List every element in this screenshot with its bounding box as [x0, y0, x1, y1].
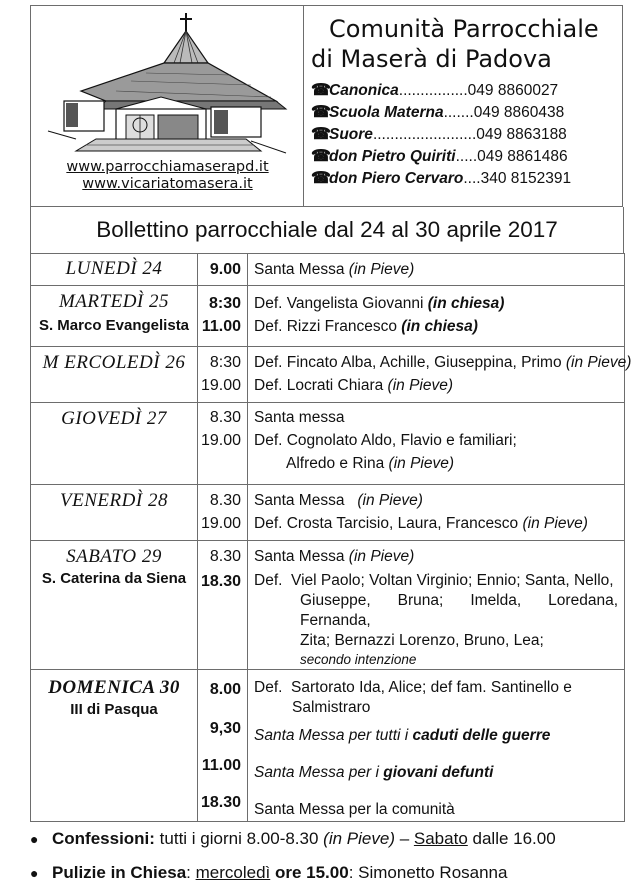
intention-note: secondo intenzione [300, 652, 417, 667]
mass-time: 8.00 [209, 681, 241, 698]
note-fragment: : [186, 863, 196, 882]
mass-intention-block [248, 568, 624, 669]
desc-cell [248, 347, 632, 403]
day-name: SABATO 29 [66, 546, 162, 567]
intention-emphasis: caduti delle guerre [412, 727, 551, 744]
contact-number[interactable]: 049 8860027 [467, 82, 559, 99]
mass-intention: Def. Cognolato Aldo, Flavio e familiari; [254, 432, 517, 449]
intention-text: Def. Fincato Alba, Achille, Giuseppina, Primo [254, 354, 566, 371]
org-name-line1: Comunità Parrocchiale [329, 15, 599, 43]
note-fragment: mercoledì [195, 863, 271, 882]
intention-line: Def. Viel Paolo; Voltan Virginio; Ennio; Santa, Nello, [254, 572, 614, 589]
time-cell [198, 403, 248, 485]
day-name: LUNEDÌ 24 [65, 258, 163, 279]
schedule-row-venerdi [31, 485, 625, 541]
day-cell [31, 347, 198, 403]
intention-line: Giuseppe, Bruna; Imelda, Loredana, Fernanda, [300, 592, 618, 629]
time-cell [198, 485, 248, 541]
notes-list [30, 828, 630, 896]
intention-text: Def. Locrati Chiara [254, 377, 388, 394]
mass-time: 9,30 [209, 720, 241, 737]
intention-text: Santa Messa per tutti i [254, 727, 413, 744]
contact-name: don Piero Cervaro [329, 170, 464, 187]
contact-suore [311, 124, 621, 146]
contact-number[interactable]: 049 8861486 [477, 148, 568, 165]
vicariate-website-link[interactable]: www.vicariatomasera.it [82, 176, 253, 192]
intention-text: Santa Messa [254, 492, 358, 509]
time-cell [198, 286, 248, 347]
schedule-row-martedi [31, 286, 625, 347]
schedule-row-sabato [31, 541, 625, 670]
location-note: (in Pieve) [388, 455, 454, 472]
day-name: VENERDÌ 28 [60, 490, 168, 511]
day-name: MARTEDÌ 25 [58, 291, 169, 312]
contact-name: Suore [329, 126, 373, 143]
intention-text: Santa Messa [254, 548, 349, 565]
contact-dots: ..... [455, 148, 478, 165]
day-cell [31, 286, 198, 347]
day-cell [31, 403, 198, 485]
desc-cell [248, 485, 625, 541]
time-cell [198, 541, 248, 670]
note-text [52, 828, 556, 850]
intention-text: Def. Rizzi Francesco [254, 318, 402, 335]
org-name-line2: di Maserà di Padova [311, 45, 552, 73]
note-fragment: Sabato [413, 829, 468, 848]
intention-text: Alfredo e Rina [286, 455, 389, 472]
mass-intention [248, 512, 624, 535]
schedule-row-domenica [31, 670, 625, 822]
day-cell [31, 254, 198, 286]
location-note: (in Pieve) [348, 548, 415, 565]
location-note: (in Pieve) [565, 354, 632, 371]
mass-intention [248, 761, 624, 784]
mass-intention [248, 258, 624, 281]
bulletin-title: Bollettino parrocchiale dal 24 al 30 aprile 2017 [30, 207, 624, 254]
note-fragment: – [394, 829, 414, 848]
header-box [30, 5, 623, 207]
contact-name: Canonica [329, 82, 399, 99]
location-note: (in Pieve) [387, 377, 453, 394]
feast-label: S. Caterina da Siena [41, 570, 187, 587]
mass-time: 19.00 [200, 377, 241, 394]
intention-text: Def. Crosta Tarcisio, Laura, Francesco [254, 515, 523, 532]
note-confessioni [30, 828, 630, 850]
schedule-row-mercoledi [31, 347, 625, 403]
parish-website-link[interactable]: www.parrocchiamaserapd.it [66, 159, 269, 175]
mass-time: 8.30 [209, 548, 241, 565]
mass-time: 19.00 [200, 432, 241, 449]
location-note: (in chiesa) [401, 318, 478, 335]
phone-icon: ☎ [311, 170, 331, 187]
mass-intention-continued: Salmistraro [292, 699, 371, 716]
mass-time: 8.30 [209, 409, 241, 426]
feast-label: S. Marco Evangelista [38, 317, 190, 334]
note-fragment: ore 15.00 [270, 863, 349, 882]
schedule-row-giovedi [31, 403, 625, 485]
note-pulizie [30, 862, 630, 884]
contact-canonica [311, 80, 621, 102]
location-note: (in Pieve) [357, 492, 423, 509]
contact-name: Scuola Materna [329, 104, 444, 121]
day-name: DOMENICA 30 [48, 677, 180, 698]
website-links [31, 159, 304, 193]
day-cell [31, 541, 198, 670]
mass-intention [248, 351, 632, 374]
mass-time: 9.00 [209, 261, 241, 278]
note-fragment: dalle 16.00 [467, 829, 556, 848]
time-cell [198, 254, 248, 286]
schedule-row-lunedi [31, 254, 625, 286]
bullet-icon: ● [30, 831, 39, 847]
time-cell [198, 347, 248, 403]
contact-dots: .... [463, 170, 481, 187]
contacts-list [311, 80, 621, 190]
location-note: (in chiesa) [427, 295, 505, 312]
phone-icon: ☎ [311, 126, 331, 143]
note-label: Confessioni: [52, 829, 155, 848]
time-cell [198, 670, 248, 822]
phone-icon: ☎ [311, 148, 331, 165]
mass-time: 8:30 [209, 354, 241, 371]
bullet-icon: ● [30, 865, 39, 881]
mass-intention [248, 489, 624, 512]
desc-cell [248, 670, 625, 822]
mass-intention-continued [248, 452, 624, 475]
contact-number[interactable]: 049 8863188 [476, 126, 567, 143]
location-note: (in Pieve) [348, 261, 415, 278]
location-note: (in Pieve) [522, 515, 588, 532]
contact-name: don Pietro Quiriti [329, 148, 456, 165]
desc-cell [248, 403, 625, 485]
mass-time: 18.30 [200, 794, 241, 811]
mass-time: 8:30 [208, 295, 241, 312]
day-cell [31, 670, 198, 822]
mass-intention: Santa Messa per la comunità [254, 801, 455, 818]
contact-number[interactable]: 340 8152391 [480, 170, 572, 187]
mass-intention [248, 545, 624, 568]
contact-dots: ................ [398, 82, 468, 99]
day-name: M ERCOLEDÌ 26 [42, 352, 186, 373]
day-name: GIOVEDÌ 27 [61, 408, 167, 429]
mass-intention: Def. Sartorato Ida, Alice; def fam. Santinello e [254, 679, 572, 696]
contact-don-pietro [311, 146, 621, 168]
mass-intention [248, 374, 624, 397]
church-illustration-icon [46, 11, 291, 154]
phone-icon: ☎ [311, 104, 331, 121]
day-cell [31, 485, 198, 541]
note-fragment: : Simonetto Rosanna [348, 863, 508, 882]
phone-icon: ☎ [311, 82, 331, 99]
mass-time: 8.30 [209, 492, 241, 509]
header-left [31, 6, 304, 206]
contact-dots: ........................ [372, 126, 477, 143]
mass-time: 11.00 [201, 757, 241, 774]
mass-time: 18.30 [200, 573, 241, 590]
desc-cell [248, 286, 625, 347]
intention-text: Santa Messa [254, 261, 349, 278]
desc-cell [248, 254, 625, 286]
note-fragment: tutti i giorni 8.00-8.30 [154, 829, 324, 848]
header-right [311, 6, 621, 206]
note-fragment: (in Pieve) [323, 829, 395, 848]
mass-time: 19.00 [200, 515, 241, 532]
contact-don-piero [311, 168, 621, 190]
intention-line: Zita; Bernazzi Lorenzo, Bruno, Lea; [300, 632, 544, 649]
contact-scuola-materna [311, 102, 621, 124]
contact-dots: ....... [443, 104, 474, 121]
intention-text: Def. Vangelista Giovanni [254, 295, 428, 312]
intention-emphasis: giovani defunti [383, 764, 494, 781]
mass-intention: Santa messa [254, 409, 345, 426]
intention-text: Santa Messa per i [254, 764, 384, 781]
contact-number[interactable]: 049 8860438 [473, 104, 565, 121]
feast-label: III di Pasqua [70, 701, 158, 718]
mass-time: 11.00 [201, 318, 241, 335]
org-name [311, 14, 621, 74]
note-text [52, 862, 507, 884]
mass-intention [248, 724, 624, 747]
mass-intention [248, 315, 624, 338]
note-label: Pulizie in Chiesa [52, 863, 187, 882]
schedule-table [30, 253, 632, 822]
mass-intention [248, 292, 624, 315]
desc-cell [248, 541, 625, 670]
